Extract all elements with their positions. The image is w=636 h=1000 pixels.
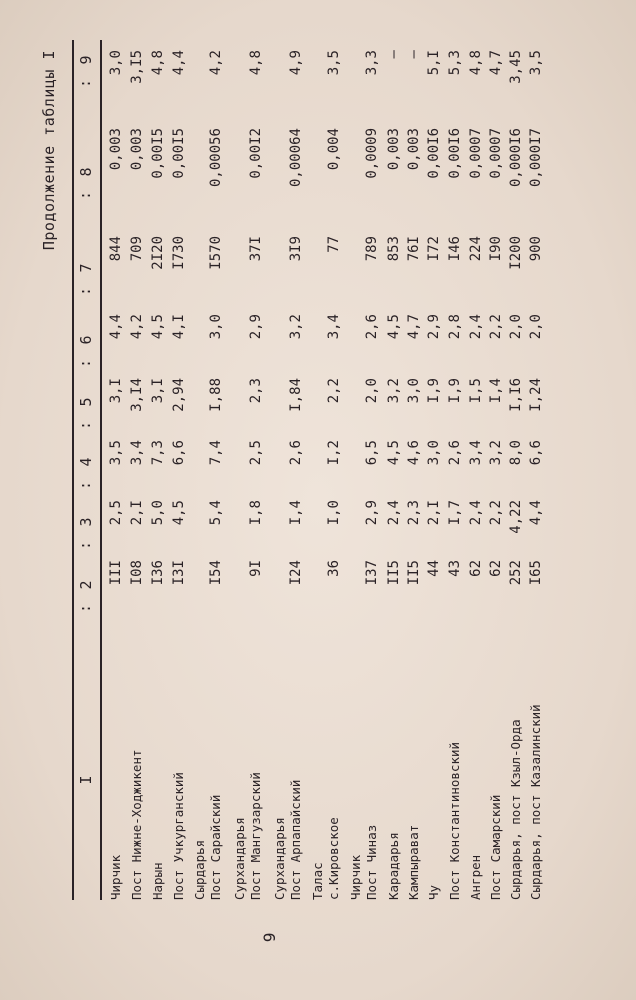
cell-col-7: I72	[426, 236, 442, 262]
cell-col-7: 789	[364, 236, 380, 262]
station-name	[150, 630, 166, 900]
cell-col-6: 2,9	[248, 314, 264, 340]
cell-col-8: 0,00I6	[426, 128, 442, 179]
cell-col-8: 0,00064	[288, 128, 304, 188]
cell-col-5: 3,I4	[129, 378, 145, 412]
cell-col-2: II5	[386, 560, 402, 586]
cell-col-2: 36	[326, 560, 342, 577]
cell-col-2: I65	[528, 560, 544, 586]
cell-col-9: 3,5	[528, 50, 544, 76]
cell-col-7: I730	[171, 236, 187, 270]
cell-col-8: 0,0007	[488, 128, 504, 179]
cell-col-8: 0,004	[326, 128, 342, 171]
cell-col-6: 4,I	[171, 314, 187, 340]
station-name	[348, 630, 380, 900]
station-name-line: Пост Самарский	[488, 794, 503, 900]
station-name-line: Чирчик	[348, 854, 363, 900]
cell-col-6: 3,2	[288, 314, 304, 340]
station-name-line: Пост Арпапайский	[288, 779, 303, 900]
cell-col-7: I46	[447, 236, 463, 262]
cell-col-3: 2,2	[488, 500, 504, 526]
cell-col-2: 62	[488, 560, 504, 577]
cell-col-3: 2,3	[406, 500, 422, 526]
station-name-line: Сурхандарья	[272, 817, 287, 900]
station-name	[488, 630, 504, 900]
station-name-line: Карадарья	[386, 832, 401, 900]
column-separator: :	[76, 540, 94, 550]
cell-col-8: 0,000I6	[508, 128, 524, 188]
cell-col-2: 43	[447, 560, 463, 577]
cell-col-5: I,88	[208, 378, 224, 412]
station-name-line: Чу	[426, 884, 441, 900]
cell-col-6: 2,9	[426, 314, 442, 340]
station-name-line: Пост Константиновский	[447, 741, 462, 900]
cell-col-6: 2,2	[488, 314, 504, 340]
station-name-line: Талас	[310, 862, 325, 900]
cell-col-8: 0,00I5	[171, 128, 187, 179]
station-name	[272, 630, 304, 900]
station-name	[508, 630, 524, 900]
station-name-line: Ангрен	[468, 854, 483, 900]
cell-col-7: I90	[488, 236, 504, 262]
cell-col-2: 252	[508, 560, 524, 586]
column-header-3: 3	[77, 517, 95, 527]
column-separator: :	[76, 286, 94, 296]
column-separator: :	[76, 603, 94, 613]
column-header-6: 6	[77, 335, 95, 345]
cell-col-4: 8,0	[508, 440, 524, 466]
cell-col-7: 853	[386, 236, 402, 262]
cell-col-9: —	[406, 50, 422, 59]
cell-col-6: 2,4	[468, 314, 484, 340]
cell-col-9: 3,45	[508, 50, 524, 84]
cell-col-9: 4,4	[171, 50, 187, 76]
station-name	[232, 630, 264, 900]
cell-col-5: I,4	[488, 378, 504, 404]
rotated-table	[38, 40, 598, 900]
cell-col-3: 2,I	[426, 500, 442, 526]
cell-col-8: 0,0009	[364, 128, 380, 179]
cell-col-2: I08	[129, 560, 145, 586]
cell-col-5: 2,3	[248, 378, 264, 404]
cell-col-4: 2,6	[447, 440, 463, 466]
cell-col-6: 3,0	[208, 314, 224, 340]
cell-col-6: 2,8	[447, 314, 463, 340]
column-header-2: 2	[77, 580, 95, 590]
cell-col-9: 3,I5	[129, 50, 145, 84]
cell-col-4: 6,6	[171, 440, 187, 466]
cell-col-5: 3,I	[150, 378, 166, 404]
cell-col-9: —	[386, 50, 402, 59]
cell-col-7: I200	[508, 236, 524, 270]
cell-col-6: 4,4	[108, 314, 124, 340]
station-name-line: Пост Мангузарский	[248, 772, 263, 900]
column-separator: :	[76, 190, 94, 200]
cell-col-9: 4,8	[150, 50, 166, 76]
cell-col-7: 37I	[248, 236, 264, 262]
station-name	[129, 630, 145, 900]
cell-col-6: 4,2	[129, 314, 145, 340]
cell-col-8: 0,00056	[208, 128, 224, 188]
cell-col-4: 3,0	[426, 440, 442, 466]
cell-col-3: 2,9	[364, 500, 380, 526]
cell-col-4: 2,6	[288, 440, 304, 466]
cell-col-2: 62	[468, 560, 484, 577]
cell-col-2: II5	[406, 560, 422, 586]
table-header	[72, 40, 102, 900]
cell-col-9: 4,8	[248, 50, 264, 76]
station-name-line: Пост Сарайский	[208, 794, 223, 900]
cell-col-5: I,9	[426, 378, 442, 404]
cell-col-2: 44	[426, 560, 442, 577]
cell-col-3: I,8	[248, 500, 264, 526]
station-name-line: Сырдарья, пост Казалинский	[528, 704, 543, 900]
cell-col-6: 3,4	[326, 314, 342, 340]
column-header-7: 7	[77, 263, 95, 273]
cell-col-4: 2,5	[248, 440, 264, 466]
station-name-line: Сурхандарья	[232, 817, 247, 900]
cell-col-6: 4,7	[406, 314, 422, 340]
cell-col-4: 3,2	[488, 440, 504, 466]
station-name	[406, 630, 422, 900]
cell-col-5: I,84	[288, 378, 304, 412]
cell-col-8: 0,003	[129, 128, 145, 171]
cell-col-2: I24	[288, 560, 304, 586]
cell-col-7: 77	[326, 236, 342, 253]
cell-col-8: 0,000I7	[528, 128, 544, 188]
column-header-5: 5	[77, 397, 95, 407]
station-name	[447, 630, 463, 900]
cell-col-4: 7,4	[208, 440, 224, 466]
cell-col-7: 709	[129, 236, 145, 262]
cell-col-5: I,5	[468, 378, 484, 404]
cell-col-3: 4,5	[171, 500, 187, 526]
station-name	[171, 630, 187, 900]
cell-col-4: 3,4	[129, 440, 145, 466]
station-name	[192, 630, 224, 900]
station-name-line: Пост Учкурганский	[171, 772, 186, 900]
cell-col-2: I54	[208, 560, 224, 586]
cell-col-5: 3,2	[386, 378, 402, 404]
column-header-9: 9	[77, 55, 95, 65]
station-name	[426, 630, 442, 900]
cell-col-9: 3,0	[108, 50, 124, 76]
cell-col-6: 2,0	[508, 314, 524, 340]
cell-col-5: 2,2	[326, 378, 342, 404]
cell-col-4: 6,5	[364, 440, 380, 466]
cell-col-4: 6,6	[528, 440, 544, 466]
station-name	[528, 630, 544, 900]
cell-col-7: 3I9	[288, 236, 304, 262]
column-header-1: I	[77, 775, 95, 785]
cell-col-5: 2,0	[364, 378, 380, 404]
cell-col-8: 0,003	[108, 128, 124, 171]
cell-col-3: 2,I	[129, 500, 145, 526]
column-header-4: 4	[77, 457, 95, 467]
station-name-line: Сырдарья	[192, 839, 207, 900]
cell-col-5: I,I6	[508, 378, 524, 412]
cell-col-4: 3,5	[108, 440, 124, 466]
cell-col-4: 4,6	[406, 440, 422, 466]
column-separator: :	[76, 420, 94, 430]
cell-col-2: I36	[150, 560, 166, 586]
cell-col-3: 2,5	[108, 500, 124, 526]
station-name-line: Кампырават	[406, 824, 421, 900]
cell-col-6: 4,5	[386, 314, 402, 340]
column-separator: :	[76, 358, 94, 368]
cell-col-9: 4,2	[208, 50, 224, 76]
station-name-line: Чирчик	[108, 854, 123, 900]
station-name-line: Нарын	[150, 862, 165, 900]
cell-col-7: 224	[468, 236, 484, 262]
cell-col-2: 9I	[248, 560, 264, 577]
cell-col-8: 0,0007	[468, 128, 484, 179]
cell-col-5: 3,0	[406, 378, 422, 404]
cell-col-3: I,7	[447, 500, 463, 526]
column-header-8: 8	[77, 167, 95, 177]
cell-col-4: I,2	[326, 440, 342, 466]
cell-col-9: 5,I	[426, 50, 442, 76]
cell-col-9: 4,7	[488, 50, 504, 76]
station-name-line: с.Кировское	[326, 817, 341, 900]
cell-col-8: 0,003	[386, 128, 402, 171]
station-name	[310, 630, 342, 900]
column-separator: :	[76, 78, 94, 88]
cell-col-7: I570	[208, 236, 224, 270]
station-name	[108, 630, 124, 900]
cell-col-7: 2I20	[150, 236, 166, 270]
station-name-line: Сырдарья, пост Кзыл-Орда	[508, 719, 523, 900]
station-name-line: Пост Чиназ	[364, 824, 379, 900]
cell-col-9: 3,5	[326, 50, 342, 76]
cell-col-3: I,0	[326, 500, 342, 526]
cell-col-9: 3,3	[364, 50, 380, 76]
cell-col-5: 3,I	[108, 378, 124, 404]
cell-col-3: 2,4	[386, 500, 402, 526]
table-caption: Продолжение таблицы I	[40, 50, 58, 251]
cell-col-3: 2,4	[468, 500, 484, 526]
cell-col-6: 2,6	[364, 314, 380, 340]
cell-col-2: I37	[364, 560, 380, 586]
cell-col-3: I,4	[288, 500, 304, 526]
cell-col-5: I,9	[447, 378, 463, 404]
cell-col-7: 844	[108, 236, 124, 262]
station-name	[386, 630, 402, 900]
cell-col-4: 7,3	[150, 440, 166, 466]
cell-col-2: III	[108, 560, 124, 586]
cell-col-3: 4,22	[508, 500, 524, 534]
station-name-line: Пост Нижне-Ходжикент	[129, 749, 144, 900]
cell-col-8: 0,00I5	[150, 128, 166, 179]
cell-col-7: 76I	[406, 236, 422, 262]
cell-col-4: 4,5	[386, 440, 402, 466]
cell-col-5: I,24	[528, 378, 544, 412]
cell-col-9: 5,3	[447, 50, 463, 76]
column-separator: :	[76, 480, 94, 490]
cell-col-3: 4,4	[528, 500, 544, 526]
cell-col-8: 0,00I2	[248, 128, 264, 179]
cell-col-6: 4,5	[150, 314, 166, 340]
cell-col-2: I3I	[171, 560, 187, 586]
cell-col-8: 0,00I6	[447, 128, 463, 179]
cell-col-3: 5,4	[208, 500, 224, 526]
cell-col-6: 2,0	[528, 314, 544, 340]
cell-col-5: 2,94	[171, 378, 187, 412]
cell-col-7: 900	[528, 236, 544, 262]
cell-col-3: 5,0	[150, 500, 166, 526]
page-number: 6	[259, 932, 279, 943]
cell-col-8: 0,003	[406, 128, 422, 171]
cell-col-9: 4,9	[288, 50, 304, 76]
cell-col-9: 4,8	[468, 50, 484, 76]
cell-col-4: 3,4	[468, 440, 484, 466]
station-name	[468, 630, 484, 900]
